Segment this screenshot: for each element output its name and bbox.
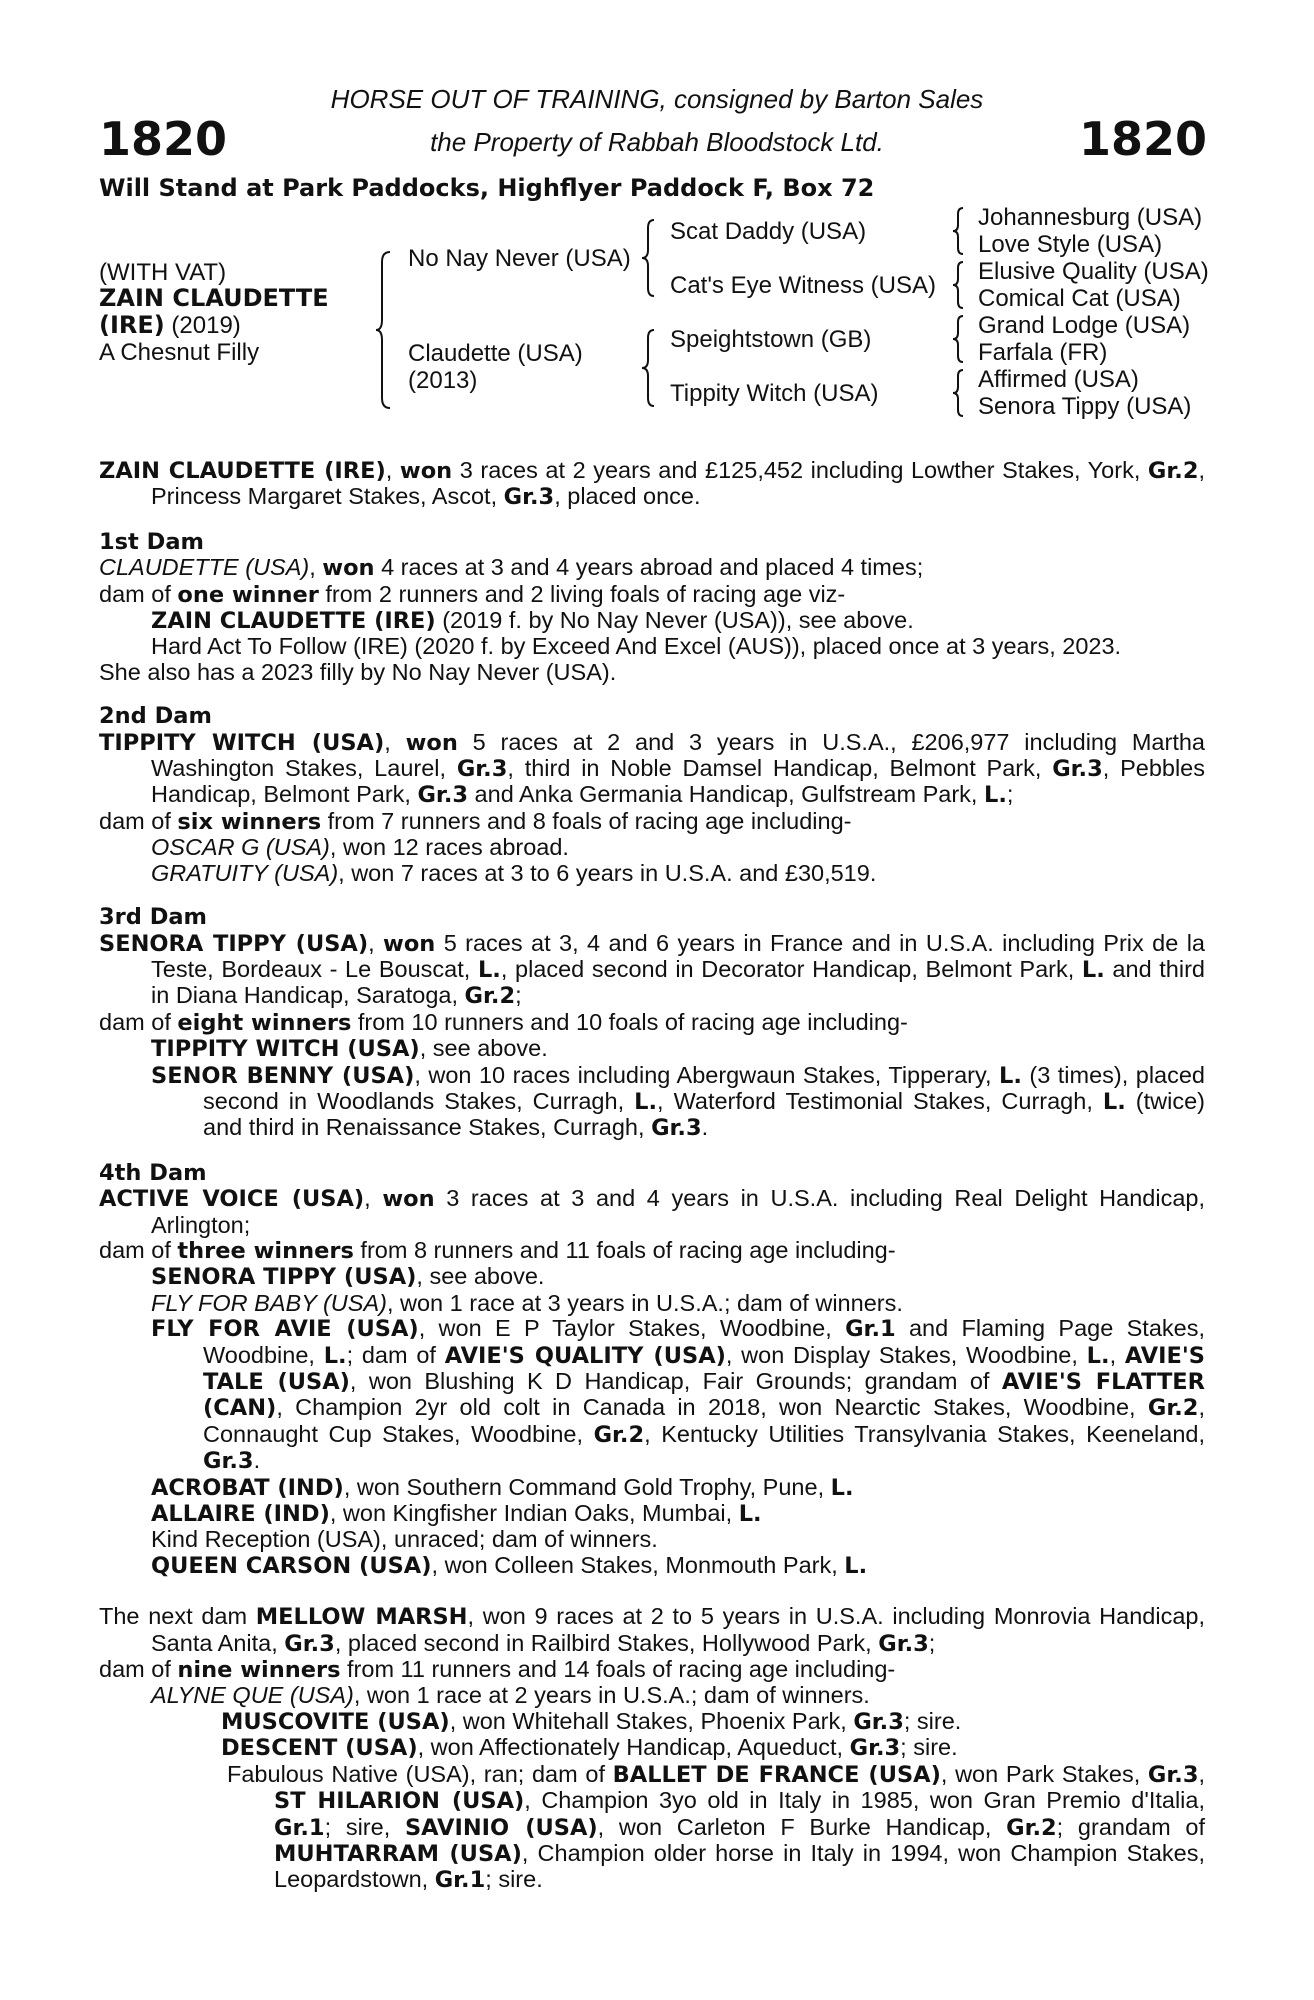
bold-text: L. bbox=[983, 782, 1007, 809]
next-dam-record bbox=[99, 1604, 1205, 1657]
bold-text: won bbox=[322, 555, 375, 582]
text-run: dam of bbox=[99, 580, 178, 607]
text-run: , won 7 races at 3 to 6 years in U.S.A. and £30,519. bbox=[338, 859, 877, 886]
next-dam-grandproduce-2 bbox=[99, 1735, 1205, 1761]
dam4-grandproduce-4 bbox=[99, 1553, 1205, 1579]
dam2-section bbox=[99, 704, 1205, 886]
text-run: 3 races at 3 and 4 years in U.S.A. including Real Delight Handicap, Arlington; bbox=[151, 1185, 1205, 1238]
gen2-sire-dam: Cat's Eye Witness (USA) bbox=[670, 272, 936, 299]
text-run: , won Kingfisher Indian Oaks, Mumbai, bbox=[329, 1500, 739, 1527]
text-run: ; bbox=[928, 1629, 936, 1656]
text-run: dam of bbox=[99, 807, 178, 834]
gen3-2: Love Style (USA) bbox=[978, 231, 1163, 258]
text-run: 5 races at 2 and 3 years in U.S.A., £206,977 including Martha Washington Stakes, Laurel, bbox=[151, 728, 1205, 782]
bold-text: nine winners bbox=[177, 1657, 341, 1684]
text-run: , won 9 races at 2 to 5 years in U.S.A. including Monrovia Handicap, Santa Anita, bbox=[151, 1603, 1205, 1656]
text-run: from 10 runners and 10 foals of racing age including- bbox=[351, 1008, 908, 1035]
stand-location: Will Stand at Park Paddocks, Highflyer Paddock F, Box 72 bbox=[99, 174, 875, 202]
bold-text: Gr.3 bbox=[849, 1735, 901, 1762]
dam3-heading: 3rd Dam bbox=[99, 904, 207, 931]
bold-text: won bbox=[382, 1186, 435, 1213]
text-run: , Waterford Testimonial Stakes, Curragh, bbox=[657, 1087, 1103, 1114]
text-run: from 8 runners and 11 foals of racing age including- bbox=[353, 1236, 896, 1263]
bold-text: TIPPITY WITCH (USA) bbox=[99, 729, 385, 756]
text-run: (twice) and third in Renaissance Stakes, Curragh, bbox=[203, 1087, 1205, 1141]
dam4-produce-3 bbox=[99, 1527, 1205, 1552]
gen3-1: Johannesburg (USA) bbox=[978, 204, 1203, 231]
next-dam-produce-summary bbox=[99, 1657, 1205, 1683]
bold-text: won bbox=[405, 729, 458, 756]
sire-name: No Nay Never (USA) bbox=[408, 245, 631, 272]
bold-text: SENOR BENNY (USA) bbox=[151, 1062, 415, 1089]
lot-number-left: 1820 bbox=[99, 112, 228, 166]
bold-text: Gr.1 bbox=[434, 1867, 486, 1894]
dam2-heading: 2nd Dam bbox=[99, 703, 212, 730]
brace-g3-3 bbox=[950, 314, 966, 364]
gen2-sire-sire: Scat Daddy (USA) bbox=[670, 218, 867, 245]
text-run: , won Blushing K D Handicap, Fair Grounds; grandam of bbox=[349, 1368, 1002, 1394]
dam1-produce-3 bbox=[99, 660, 1205, 685]
text-run: , won 10 races including Abergwaun Stakes, Tipperary, bbox=[414, 1061, 999, 1088]
bold-text: one winner bbox=[177, 581, 319, 608]
lot-number-right: 1820 bbox=[1078, 112, 1207, 166]
text-run: , won Display Stakes, Woodbine, bbox=[725, 1341, 1087, 1368]
bold-text: Gr.3 bbox=[503, 484, 555, 511]
bold-text: BALLET DE FRANCE (USA) bbox=[612, 1761, 941, 1788]
bold-text: TIPPITY WITCH (USA) bbox=[151, 1036, 420, 1063]
bold-text: Gr.3 bbox=[651, 1115, 702, 1142]
text-run: , Connaught Cup Stakes, Woodbine, bbox=[203, 1394, 1205, 1447]
bold-text: Gr.1 bbox=[274, 1814, 325, 1841]
text-run: from 11 runners and 14 foals of racing age including- bbox=[340, 1656, 896, 1683]
text-run: , bbox=[1198, 1760, 1206, 1787]
text-run: ; sire, bbox=[324, 1813, 405, 1840]
dam-name: Claudette (USA) bbox=[408, 340, 583, 367]
dam1-produce-summary bbox=[99, 582, 1205, 608]
dam-year: (2013) bbox=[408, 367, 478, 394]
text-run: ; grandam of bbox=[1056, 1813, 1206, 1840]
bold-text: L. bbox=[323, 1342, 347, 1369]
dam3-section bbox=[99, 905, 1205, 1142]
text-run: The next dam bbox=[99, 1603, 256, 1630]
horse-description: A Chesnut Filly bbox=[99, 339, 260, 366]
dam1-record: CLAUDETTE (USA), won 4 races at 3 and 4 years abroad and placed 4 times; bbox=[99, 554, 924, 582]
text-run: dam of bbox=[99, 1656, 178, 1683]
gen3-7: Affirmed (USA) bbox=[978, 366, 1139, 393]
dam2-produce-2 bbox=[99, 861, 1205, 886]
dam2-record: TIPPITY WITCH (USA), won 5 races at 2 and 3 years in U.S.A., £206,977 including Martha Washington Stakes, Laurel, Gr.3, third in Noble Damsel Handicap, Belmont Park, Gr.3, Pebbles Handicap, Belmont Park, Gr.3 and Anka Germania Handicap, Gulfstream Park, L.; bbox=[99, 728, 1205, 809]
horse-name-bold: ZAIN CLAUDETTE (IRE) bbox=[99, 458, 386, 484]
consignor-line: HORSE OUT OF TRAINING, consigned by Barton Sales bbox=[330, 84, 984, 114]
intro-paragraph: ZAIN CLAUDETTE (IRE), won 3 races at 2 years and £125,452 including Lowther Stakes, York, Gr.2, Princess Margaret Stakes, Ascot, Gr.3, placed once. bbox=[99, 457, 1206, 511]
text-run: Kind Reception (USA), unraced; dam of winners. bbox=[151, 1526, 658, 1553]
gen3-3: Elusive Quality (USA) bbox=[978, 258, 1209, 285]
bold-text: ZAIN CLAUDETTE (IRE) bbox=[151, 608, 436, 635]
bold-text: ALLAIRE (IND) bbox=[151, 1501, 330, 1528]
text-run: 4 races at 3 and 4 years abroad and placed 4 times; bbox=[374, 554, 924, 581]
text-run: , won Whitehall Stakes, Phoenix Park, bbox=[449, 1707, 854, 1734]
brace-main bbox=[374, 250, 396, 410]
italic-text: GRATUITY (USA) bbox=[151, 859, 339, 886]
bold-text: Gr.3 bbox=[853, 1708, 904, 1735]
bold-text: L. bbox=[477, 956, 501, 983]
text-run: , won 1 race at 2 years in U.S.A.; dam of winners. bbox=[353, 1682, 870, 1709]
text-run: . bbox=[701, 1114, 709, 1141]
text-run: , Princess Margaret Stakes, Ascot, bbox=[151, 457, 1206, 510]
text-run: , won Carleton F Burke Handicap, bbox=[597, 1813, 1007, 1840]
text-run: , won Park Stakes, bbox=[940, 1760, 1148, 1787]
text-run: , Champion 3yo old in Italy in 1985, won Gran Premio d'Italia, bbox=[524, 1787, 1205, 1814]
bold-text: Gr.3 bbox=[1052, 756, 1103, 783]
text-run: , bbox=[1109, 1341, 1125, 1368]
won-label: won bbox=[399, 458, 453, 484]
text-run: from 2 runners and 2 living foals of racing age viz- bbox=[318, 580, 846, 607]
next-dam-grandproduce-3 bbox=[99, 1762, 1205, 1894]
text-run: ; sire. bbox=[485, 1866, 543, 1893]
bold-text: Gr.2 bbox=[1006, 1814, 1057, 1841]
bold-text: DESCENT (USA) bbox=[221, 1735, 418, 1762]
text-run: , see above. bbox=[419, 1035, 548, 1062]
bold-text: QUEEN CARSON (USA) bbox=[151, 1552, 432, 1579]
text-run: 5 races at 3, 4 and 6 years in France and in U.S.A. including Prix de la Teste, Bordeaux - Le Bouscat, bbox=[151, 929, 1205, 982]
text-run: , see above. bbox=[416, 1263, 545, 1290]
gen3-4: Comical Cat (USA) bbox=[978, 285, 1181, 312]
dam4-section bbox=[99, 1161, 1205, 1580]
text-run: . bbox=[253, 1447, 261, 1474]
italic-text: OSCAR G (USA) bbox=[151, 834, 330, 861]
text-run: (3 times), placed second in Woodlands Stakes, Curragh, bbox=[203, 1061, 1205, 1114]
bold-text: Gr.3 bbox=[456, 756, 508, 783]
brace-g3-4 bbox=[950, 368, 966, 418]
dam2-produce-summary bbox=[99, 809, 1205, 835]
bold-text: eight winners bbox=[177, 1009, 352, 1036]
bold-text: L. bbox=[738, 1501, 762, 1528]
bold-text: SAVINIO (USA) bbox=[404, 1814, 598, 1841]
text-run: ; bbox=[515, 982, 522, 1009]
text-run: Fabulous Native (USA), ran; dam of bbox=[227, 1760, 613, 1787]
bold-text: ACTIVE VOICE (USA) bbox=[99, 1186, 365, 1213]
text-run: , Champion 2yr old colt in Canada in 2018, won Nearctic Stakes, Woodbine, bbox=[276, 1394, 1148, 1421]
property-line: the Property of Rabbah Bloodstock Ltd. bbox=[430, 127, 884, 157]
italic-text: ALYNE QUE (USA) bbox=[151, 1682, 354, 1709]
text-run: and Anka Germania Handicap, Gulfstream Park, bbox=[468, 781, 984, 808]
bold-text: Gr.3 bbox=[1147, 1761, 1199, 1788]
bold-text: won bbox=[383, 930, 436, 957]
bold-text: Gr.3 bbox=[878, 1630, 929, 1657]
gen3-5: Grand Lodge (USA) bbox=[978, 312, 1191, 339]
brace-sire bbox=[640, 218, 658, 298]
bold-text: Gr.3 bbox=[284, 1630, 335, 1657]
bold-text: Gr.3 bbox=[417, 782, 469, 809]
dam4-produce-2 bbox=[99, 1291, 1205, 1316]
text-run: , placed second in Railbird Stakes, Hollywood Park, bbox=[334, 1629, 879, 1656]
dam1-heading: 1st Dam bbox=[99, 528, 204, 555]
bold-text: Gr.2 bbox=[593, 1421, 645, 1448]
intro-section bbox=[99, 458, 1205, 511]
italic-text: CLAUDETTE (USA) bbox=[99, 554, 310, 581]
bold-text: Gr.2 bbox=[464, 983, 516, 1010]
bold-text: SENORA TIPPY (USA) bbox=[151, 1264, 417, 1291]
bold-text: SENORA TIPPY (USA) bbox=[99, 930, 369, 957]
next-dam-grandproduce-1 bbox=[99, 1709, 1205, 1735]
bold-text: L. bbox=[634, 1088, 658, 1115]
text-run: , won Colleen Stakes, Monmouth Park, bbox=[431, 1551, 845, 1578]
text-run: ; bbox=[1006, 781, 1014, 808]
dam1-produce-1 bbox=[99, 608, 1205, 634]
horse-name: ZAIN CLAUDETTE bbox=[99, 284, 329, 312]
bold-text: L. bbox=[1086, 1342, 1110, 1369]
bold-text: three winners bbox=[177, 1237, 354, 1264]
text-run: ; sire. bbox=[900, 1734, 958, 1761]
text-run: ; dam of bbox=[346, 1341, 445, 1368]
gen3-8: Senora Tippy (USA) bbox=[978, 393, 1192, 420]
bold-text: Gr.3 bbox=[203, 1448, 254, 1475]
text-run: , third in Noble Damsel Handicap, Belmont Park, bbox=[507, 755, 1053, 782]
dam3-record: SENORA TIPPY (USA), won 5 races at 3, 4 and 6 years in France and in U.S.A. including Prix de la Teste, Bordeaux - Le Bouscat, L., placed second in Decorator Handicap, Belmont Park, L. and third in Diana Handicap, Saratoga, Gr.2; bbox=[99, 929, 1205, 1010]
bold-text: six winners bbox=[177, 808, 322, 835]
next-dam-produce-1 bbox=[99, 1683, 1205, 1708]
bold-text: L. bbox=[844, 1552, 868, 1579]
dam4-grandproduce-1 bbox=[99, 1316, 1205, 1474]
gen2-dam-dam: Tippity Witch (USA) bbox=[670, 380, 879, 407]
next-dam-section bbox=[99, 1604, 1205, 1893]
bold-text: L. bbox=[1102, 1088, 1126, 1115]
dam4-produce-1 bbox=[99, 1264, 1205, 1290]
bold-text: AVIE'S QUALITY (USA) bbox=[444, 1342, 726, 1369]
horse-country: (IRE) bbox=[99, 311, 165, 339]
dam4-grandproduce-3 bbox=[99, 1501, 1205, 1527]
bold-text: MUSCOVITE (USA) bbox=[221, 1708, 450, 1735]
bold-text: L. bbox=[830, 1474, 854, 1501]
horse-name-country-year bbox=[99, 312, 241, 339]
text-run: Hard Act To Follow (IRE) (2020 f. by Exceed And Excel (AUS)), placed once at 3 years, 2023. bbox=[151, 633, 1122, 660]
dam4-record: ACTIVE VOICE (USA), won 3 races at 3 and 4 years in U.S.A. including Real Delight Handicap, Arlington; bbox=[99, 1185, 1205, 1238]
bold-text: ST HILARION (USA) bbox=[274, 1788, 525, 1815]
text-run: , placed second in Decorator Handicap, Belmont Park, bbox=[500, 955, 1082, 982]
brace-dam bbox=[640, 328, 658, 408]
brace-g3-2 bbox=[950, 260, 966, 310]
text-run: , placed once. bbox=[554, 483, 701, 510]
italic-text: FLY FOR BABY (USA) bbox=[151, 1289, 387, 1316]
catalogue-body bbox=[99, 458, 1205, 1894]
bold-text: Gr.2 bbox=[1147, 1395, 1199, 1422]
text-run: , won Affectionately Handicap, Aqueduct, bbox=[417, 1734, 850, 1761]
text-run: , won E P Taylor Stakes, Woodbine, bbox=[418, 1315, 846, 1342]
text-run: and Flaming Page Stakes, Woodbine, bbox=[203, 1315, 1205, 1368]
text-run: , Pebbles Handicap, Belmont Park, bbox=[151, 755, 1205, 808]
dam4-produce-summary bbox=[99, 1238, 1205, 1264]
text-run: dam of bbox=[99, 1008, 178, 1035]
text-run: , won 1 race at 3 years in U.S.A.; dam of winners. bbox=[386, 1289, 903, 1316]
brace-g3-1 bbox=[950, 206, 966, 256]
dam4-grandproduce-2 bbox=[99, 1475, 1205, 1501]
text-run: , won 12 races abroad. bbox=[329, 834, 569, 861]
dam1-produce-2 bbox=[99, 634, 1205, 659]
dam2-produce-1 bbox=[99, 835, 1205, 860]
bold-text: AVIE'S TALE (USA) bbox=[203, 1342, 1205, 1395]
dam3-produce-1 bbox=[99, 1036, 1205, 1062]
vat-note: (WITH VAT) bbox=[99, 259, 227, 286]
gen2-dam-sire: Speightstown (GB) bbox=[670, 326, 872, 353]
bold-text: MELLOW MARSH bbox=[255, 1604, 468, 1631]
dam4-heading: 4th Dam bbox=[99, 1159, 207, 1186]
bold-text: L. bbox=[999, 1062, 1022, 1089]
text-run: , won Southern Command Gold Trophy, Pune, bbox=[343, 1473, 831, 1500]
text-run: (2019 f. by No Nay Never (USA)), see above. bbox=[435, 607, 914, 634]
text-run: , Kentucky Utilities Transylvania Stakes, Keeneland, bbox=[644, 1420, 1205, 1447]
dam1-section bbox=[99, 530, 1205, 685]
bold-text: FLY FOR AVIE (USA) bbox=[151, 1316, 419, 1343]
text-run: 3 races at 2 years and £125,452 including Lowther Stakes, York, bbox=[452, 457, 1148, 483]
dam3-produce-summary bbox=[99, 1010, 1205, 1036]
text-run: from 7 runners and 8 foals of racing age including- bbox=[321, 807, 852, 834]
bold-text: L. bbox=[1081, 956, 1105, 983]
bold-text: Gr.2 bbox=[1147, 458, 1199, 484]
gen3-6: Farfala (FR) bbox=[978, 339, 1108, 366]
text-run: dam of bbox=[99, 1236, 178, 1263]
bold-text: AVIE'S FLATTER (CAN) bbox=[203, 1369, 1205, 1422]
bold-text: MUHTARRAM (USA) bbox=[274, 1840, 522, 1867]
bold-text: ACROBAT (IND) bbox=[151, 1474, 344, 1501]
bold-text: Gr.1 bbox=[845, 1316, 896, 1343]
text-run: and third in Diana Handicap, Saratoga, bbox=[151, 955, 1205, 1009]
horse-year: (2019) bbox=[164, 312, 241, 339]
text-run: , Champion older horse in Italy in 1994, won Champion Stakes, Leopardstown, bbox=[274, 1839, 1205, 1893]
dam3-produce-2 bbox=[99, 1063, 1205, 1142]
text-run: She also has a 2023 filly by No Nay Never (USA). bbox=[99, 658, 617, 685]
text-run: ; sire. bbox=[903, 1707, 962, 1734]
